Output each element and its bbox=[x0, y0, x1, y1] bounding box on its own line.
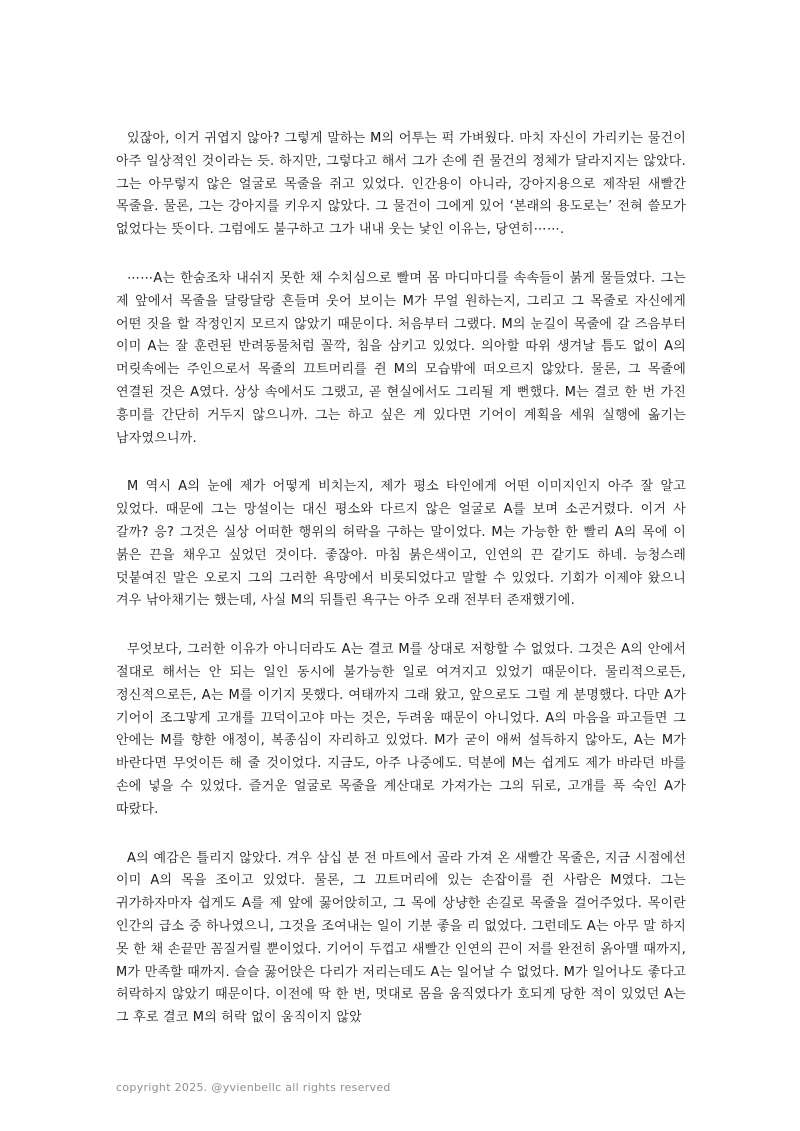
paragraph-2: ⋯⋯A는 한숨조차 내쉬지 못한 채 수치심으로 빨며 몸 마디마디를 속속들이 붉게 물들였다. 그는 제 앞에서 목줄을 달랑달랑 흔들며 웃어 보이는 M가 무얼 원하는지, 그리고 그 목줄로 자신에게 어떤 짓을 할 작정인지 모르지 않았기 때문이다. 처음부터 그랬다. M의 눈길이 목줄에 갈 즈음부터 이미 A는 잘 훈련된 반려동물처럼 꼴깍, 침을 삼키고 있었다. 의아할 따위 생겨날 틈도 없이 A의 머릿속에는 주인으로서 목줄의 끄트머리를 쥔 M의 모습밖에 떠오르지 않았다. 물론, 그 목줄에 연결된 것은 A였다. 상상 속에서도 그랬고, 곧 현실에서도 그리될 게 뻔했다. M는 결코 한 번 가진 흥미를 간단히 거두지 않으니까. 그는 하고 싶은 게 있다면 기어이 계획을 세워 실행에 옮기는 남자였으니까. bbox=[116, 270, 686, 446]
copyright-footer: copyright 2025. @yvienbellc all rights reserved bbox=[116, 1081, 391, 1094]
paragraph-4: 무엇보다, 그러한 이유가 아니더라도 A는 결코 M를 상대로 저항할 수 없었다. 그것은 A의 안에서 절대로 해서는 안 되는 일인 동시에 불가능한 일로 여겨지고 있었기 때문이다. 물리적으로든, 정신적으로든, A는 M를 이기지 못했다. 여태까지 그래 왔고, 앞으로도 그럴 게 분명했다. 다만 A가 기어이 조그맣게 고개를 끄덕이고야 마는 것은, 두려움 때문이 아니었다. A의 마음을 파고들면 그 안에는 M를 향한 애정이, 복종심이 자리하고 있었다. M가 굳이 애써 설득하지 않아도, A는 M가 바란다면 무엇이든 해 줄 것이었다. 지금도, 아주 나중에도. 덕분에 M는 쉽게도 제가 바라던 바를 손에 넣을 수 있었다. 즐거운 얼굴로 목줄을 계산대로 가져가는 그의 뒤로, 고개를 푹 숙인 A가 따랐다. bbox=[116, 642, 686, 817]
paragraph-3: M 역시 A의 눈에 제가 어떻게 비치는지, 제가 평소 타인에게 어떤 이미지인지 아주 잘 알고 있었다. 때문에 그는 망설이는 대신 평소와 다르지 않은 얼굴로 A를 보며 소곤거렸다. 이거 사 갈까? 응? 그것은 실상 어떠한 행위의 허락을 구하는 말이었다. M는 가능한 한 빨리 A의 목에 이 붉은 끈을 채우고 싶었던 것이다. 좋잖아. 마침 붉은색이고, 인연의 끈 같기도 하네. 능청스레 덧붙여진 말은 오로지 그의 그러한 욕망에서 비롯되었다고 말할 수 있었다. 기회가 이제야 왔으니 겨우 낚아채기는 했는데, 사실 M의 뒤틀린 욕구는 아주 오래 전부터 존재했기에. bbox=[116, 479, 686, 609]
paragraph-5: A의 예감은 틀리지 않았다. 겨우 삼십 분 전 마트에서 골라 가져 온 새빨간 목줄은, 지금 시점에선 이미 A의 목을 조이고 있었다. 물론, 그 끄트머리에 있는 손잡이를 쥔 사람은 M였다. 그는 귀가하자마자 쉽게도 A를 제 앞에 꿇어앉히고, 그 목에 상냥한 손길로 목줄을 걸어주었다. 목이란 인간의 급소 중 하나였으니, 그것을 조여내는 일이 기분 좋을 리 없었다. 그런데도 A는 아무 말 하지 못 한 채 손끝만 꼼질거릴 뿐이었다. 기어이 두껍고 새빨간 인연의 끈이 저를 완전히 옭아맬 때까지, M가 만족할 때까지. 슬슬 꿇어앉은 다리가 저리는데도 A는 일어날 수 없었다. M가 일어나도 좋다고 허락하지 않았기 때문이다. 이전에 딱 한 번, 멋대로 몸을 움직였다가 호되게 당한 적이 있었던 A는 그 후로 결코 M의 허락 없이 움직이지 않았 bbox=[116, 850, 686, 1026]
paragraph-1: 있잖아, 이거 귀엽지 않아? 그렇게 말하는 M의 어투는 퍽 가벼웠다. 마치 자신이 가리키는 물건이 아주 일상적인 것이라는 듯. 하지만, 그렇다고 해서 그가 손에 쥔 물건의 정체가 달라지지는 않았다. 그는 아무렇지 않은 얼굴로 목줄을 쥐고 있었다. 인간용이 아니라, 강아지용으로 제작된 새빨간 목줄을. 물론, 그는 강아지를 키우지 않았다. 그 물건이 그에게 있어 ‘본래의 용도로는’ 전혀 쓸모가 없었다는 뜻이다. 그럼에도 불구하고 그가 내내 웃는 낯인 이유는, 당연히⋯⋯. bbox=[116, 131, 686, 238]
body-text bbox=[116, 128, 686, 1056]
